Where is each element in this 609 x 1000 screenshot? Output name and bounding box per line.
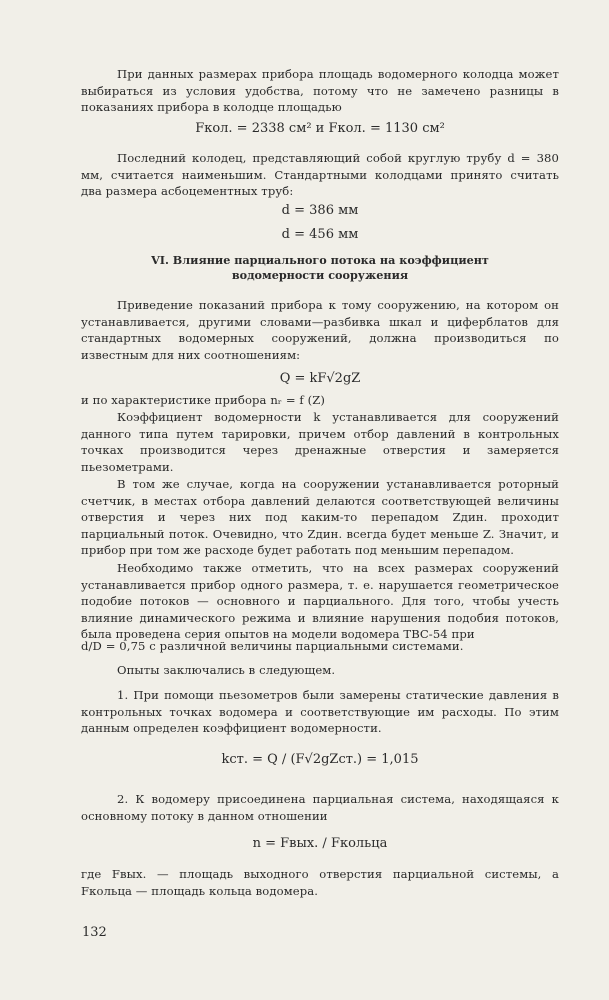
formula-ratio: n = Fвых. / Fкольца xyxy=(252,836,388,851)
section-heading: VI. Влияние парциального потока на коэффициент водомерности сооружения xyxy=(151,253,489,282)
paragraph: Последний колодец, представляющий собой круглую трубу d = 380 мм, считается наименьшим. Стандартными колодцами принято считать два размера асбоцементных труб: xyxy=(81,151,559,199)
formula-area: Fкол. = 2338 см² и Fкол. = 1130 см² xyxy=(195,121,445,136)
paragraph: В том же случае, когда на сооружении устанавливается роторный счетчик, в местах отбора давлений делаются соответствующей величины отверстия и через них под каким-то перепадом Zдин. проходит парциальный поток. Очевидно, что Zдин. всегда будет меньше Z. Значит, и прибор при том же расходе будет работать под меньшим перепадом. xyxy=(81,477,559,558)
formula-coefficient: kст. = Q / (F√2gZст.) = 1,015 xyxy=(221,752,419,767)
paragraph: Необходимо также отметить, что на всех размерах сооружений устанавливается прибор одного размера, т. е. нарушается геометрическое подобие потоков — основного и парциального. Для того, чтобы учесть влияние динамического режима и влияние нарушения подобия потоков, была проведена серия опытов на модели водомера ТВС-54 при xyxy=(81,561,559,642)
formula-diameter-1: d = 386 мм xyxy=(281,203,359,218)
formula-diameter-2: d = 456 мм xyxy=(281,227,359,242)
page-number: 132 xyxy=(82,925,107,940)
paragraph: Коэффициент водомерности k устанавливается для сооружений данного типа путем тарировки, причем отбор давлений в контрольных точках производится через дренажные отверстия и замеряется пьезометрами. xyxy=(81,410,559,474)
paragraph: 1. При помощи пьезометров были замерены статические давления в контрольных точках водомера и соответствующие им расходы. По этим данным определен коэффициент водомерности. xyxy=(81,688,559,736)
paragraph: 2. К водомеру присоединена парциальная система, находящаяся к основному потоку в данном отношении xyxy=(81,792,559,823)
paragraph: При данных размерах прибора площадь водомерного колодца может выбираться из условия удобства, потому что не замечено разницы в показаниях прибора в колодце площадью xyxy=(81,67,559,115)
paragraph: где Fвых. — площадь выходного отверстия парциальной системы, а Fкольца — площадь кольца водомера. xyxy=(81,867,559,898)
paragraph: и по характеристике прибора nᵣ = f (Z) xyxy=(81,393,325,407)
paragraph: Приведение показаний прибора к тому сооружению, на котором он устанавливается, другими словами—разбивка шкал и циферблатов для стандартных водомерных сооружений, должна производиться по известным для них соотношениям: xyxy=(81,298,559,362)
paragraph: Опыты заключались в следующем. xyxy=(117,663,336,677)
paragraph: d/D = 0,75 с различной величины парциальными системами. xyxy=(81,639,464,653)
formula-discharge: Q = kF√2gZ xyxy=(279,371,361,386)
